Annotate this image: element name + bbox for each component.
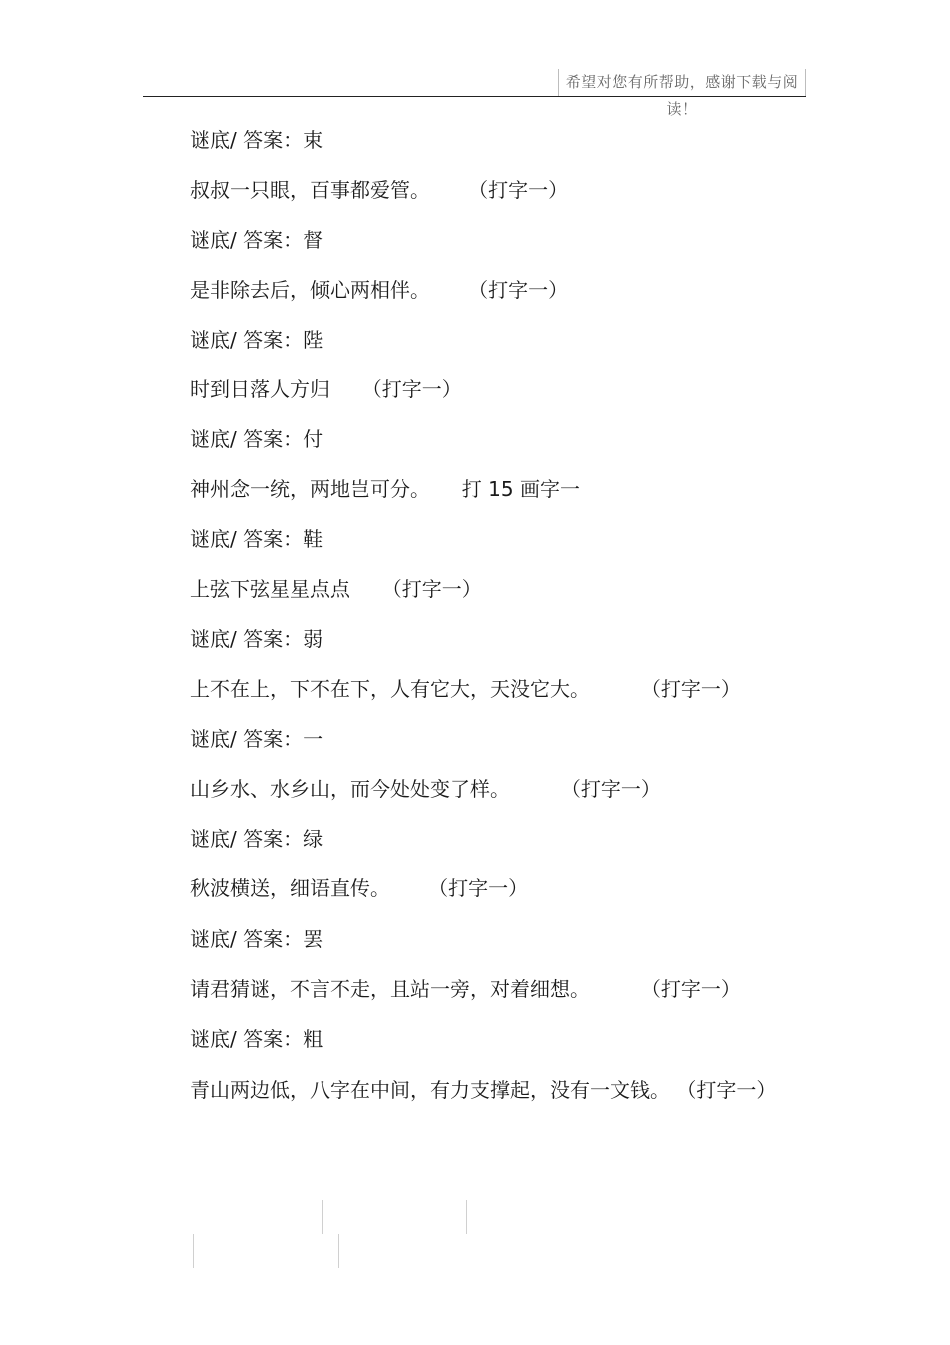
answer-line: 谜底/ 答案：鞋 xyxy=(190,527,324,551)
table-border-line xyxy=(338,1234,339,1268)
riddle-line: 秋波横送，细语直传。 （打字一） xyxy=(190,876,529,900)
table-border-line xyxy=(466,1200,467,1234)
table-border-line xyxy=(322,1200,323,1234)
page-header-note: 希望对您有所帮助，感谢下载与阅读！ xyxy=(558,69,806,96)
riddle-line: 请君猜谜，不言不走，且站一旁，对着细想。 （打字一） xyxy=(190,977,741,1001)
riddle-paragraph: 青山两边低，八字在中间，有力支撑起，没有一文钱。 （打字一） xyxy=(190,1078,777,1102)
riddle-line: 山乡水、水乡山，而今处处变了样。 （打字一） xyxy=(190,777,661,801)
riddle-line: 是非除去后，倾心两相伴。 （打字一） xyxy=(190,278,569,302)
answer-line: 谜底/ 答案：督 xyxy=(190,228,324,252)
answer-line: 谜底/ 答案：罢 xyxy=(190,927,324,951)
riddle-line: 上弦下弦星星点点 （打字一） xyxy=(190,577,482,601)
answer-line: 谜底/ 答案：弱 xyxy=(190,627,324,651)
answer-line: 谜底/ 答案：束 xyxy=(190,128,324,152)
answer-line: 谜底/ 答案：粗 xyxy=(190,1027,324,1051)
riddle-line: 上不在上，下不在下，人有它大，天没它大。 （打字一） xyxy=(190,677,741,701)
header-divider xyxy=(143,96,806,97)
riddle-line: 时到日落人方归 （打字一） xyxy=(190,377,462,401)
riddle-line: 神州念一统，两地岂可分。 打 15 画字一 xyxy=(190,477,580,501)
table-border-line xyxy=(193,1234,194,1268)
answer-line: 谜底/ 答案：绿 xyxy=(190,827,324,851)
riddle-line: 叔叔一只眼，百事都爱管。 （打字一） xyxy=(190,178,569,202)
answer-line: 谜底/ 答案：一 xyxy=(190,727,324,751)
answer-line: 谜底/ 答案：陛 xyxy=(190,328,324,352)
answer-line: 谜底/ 答案：付 xyxy=(190,427,324,451)
